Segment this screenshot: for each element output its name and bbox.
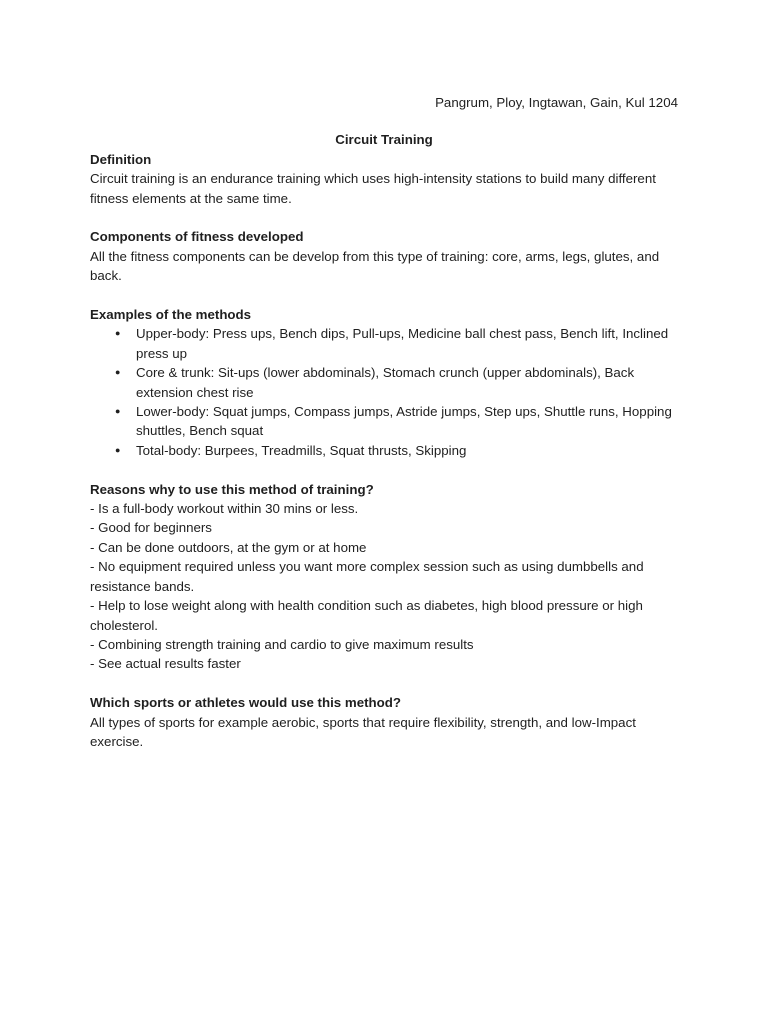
list-item	[115, 363, 678, 402]
components-text: All the fitness components can be develop from this type of training: core, arms, legs, glutes, and back.	[90, 248, 660, 284]
author-line: Pangrum, Ploy, Ingtawan, Gain, Kul 1204	[435, 95, 678, 110]
spacer	[90, 208, 678, 227]
document-page	[90, 93, 678, 751]
bullet-icon: ●	[115, 444, 121, 455]
list-item-text: Upper-body: Press ups, Bench dips, Pull-ups, Medicine ball chest pass, Bench lift, Inclined press up	[136, 326, 669, 361]
components-heading: Components of fitness developed	[90, 229, 304, 245]
reason-line: - See actual results faster	[90, 656, 241, 672]
reason-line: - Good for beginners	[90, 520, 212, 536]
reason-line: - Help to lose weight along with health condition such as diabetes, high blood pressure or high cholesterol.	[90, 598, 643, 633]
bullet-icon: ●	[115, 406, 121, 417]
spacer	[90, 674, 678, 693]
list-item	[115, 441, 678, 460]
spacer	[90, 286, 678, 305]
list-item	[115, 402, 678, 441]
examples-heading: Examples of the methods	[90, 307, 252, 323]
definition-heading: Definition	[90, 151, 152, 167]
list-item	[115, 324, 678, 363]
list-item-text: Core & trunk: Sit-ups (lower abdominals), Stomach crunch (upper abdominals), Back extension chest rise	[136, 365, 635, 400]
reason-line: - Combining strength training and cardio to give maximum results	[90, 636, 474, 652]
sports-heading: Which sports or athletes would use this method?	[90, 695, 402, 711]
reason-line: - Is a full-body workout within 30 mins or less.	[90, 501, 359, 517]
examples-list	[90, 324, 678, 460]
spacer	[90, 460, 678, 479]
bullet-icon: ●	[115, 328, 121, 339]
reason-line: - Can be done outdoors, at the gym or at home	[90, 539, 367, 555]
bullet-icon: ●	[115, 367, 121, 378]
reasons-heading: Reasons why to use this method of training?	[90, 481, 374, 497]
document-title: Circuit Training	[335, 132, 433, 148]
sports-text: All types of sports for example aerobic, sports that require flexibility, strength, and low-Impact exercise.	[90, 714, 636, 749]
list-item-text: Lower-body: Squat jumps, Compass jumps, Astride jumps, Step ups, Shuttle runs, Hopping shuttles, Bench squat	[136, 404, 672, 439]
reason-line: - No equipment required unless you want more complex session such as using dumbbells and resistance bands.	[90, 559, 644, 594]
reasons-list	[90, 499, 678, 674]
definition-text: Circuit training is an endurance training which uses high-intensity stations to build many different fitness elements at the same time.	[90, 171, 656, 206]
list-item-text: Total-body: Burpees, Treadmills, Squat thrusts, Skipping	[136, 442, 467, 458]
